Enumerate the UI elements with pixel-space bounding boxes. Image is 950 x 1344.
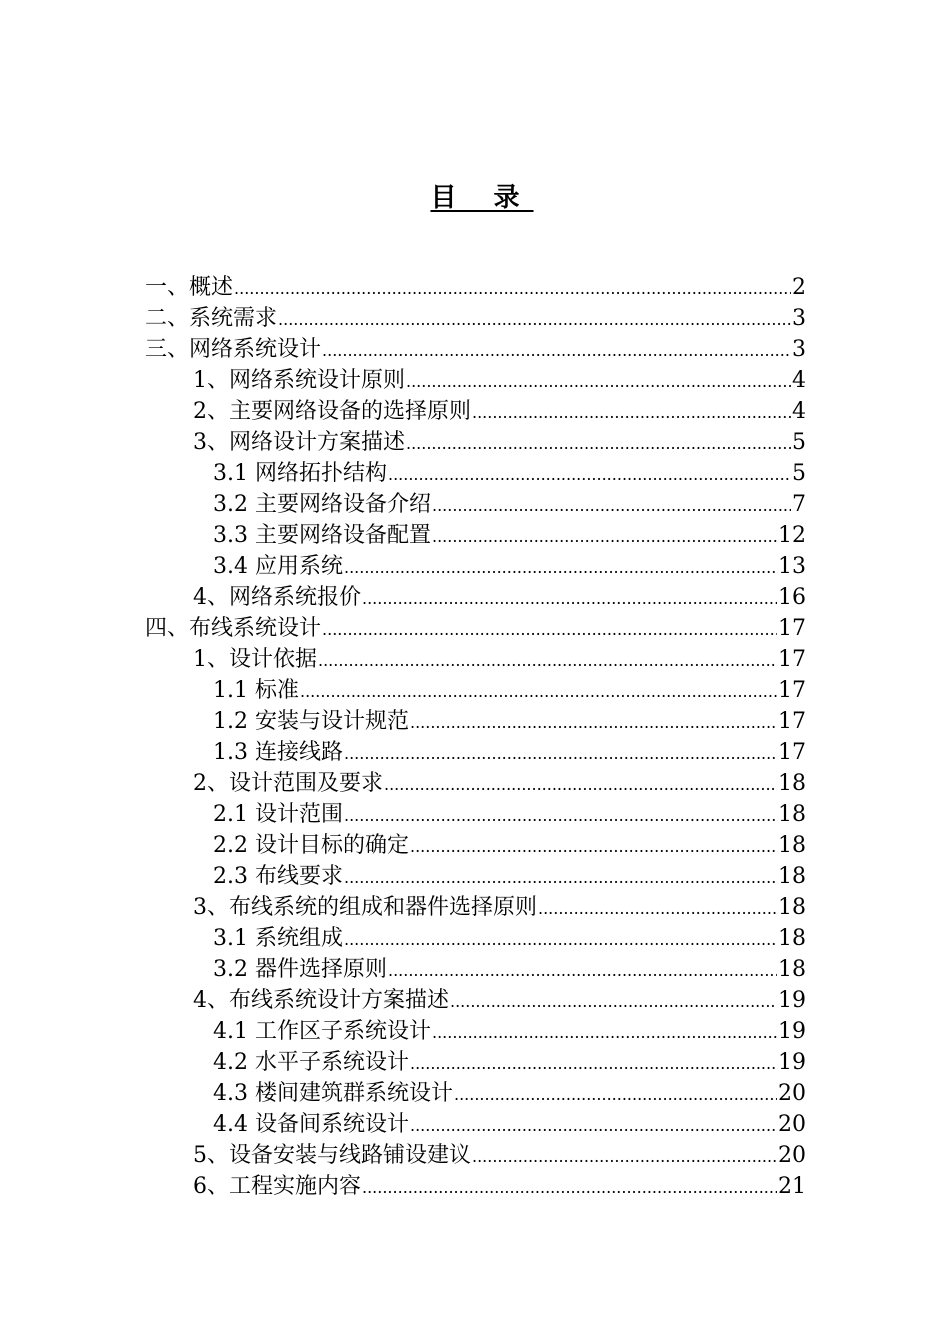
toc-entry-label: 4.1 工作区子系统设计	[213, 1019, 431, 1044]
toc-entry-label: 2.3 布线要求	[213, 864, 343, 889]
toc-page-number: 5	[792, 430, 806, 455]
toc-entry[interactable]	[0, 644, 806, 675]
toc-page-number: 17	[778, 647, 806, 672]
toc-page-number: 18	[778, 864, 806, 889]
toc-entry[interactable]	[0, 520, 806, 551]
toc-dot-leader	[410, 1110, 777, 1141]
toc-dot-leader	[454, 1079, 777, 1110]
toc-dot-leader	[344, 738, 777, 769]
toc-dot-leader	[410, 1048, 777, 1079]
toc-entry-label: 3、布线系统的组成和器件选择原则	[193, 895, 537, 920]
toc-dot-leader	[432, 1017, 777, 1048]
toc-dot-leader	[300, 676, 777, 707]
toc-page-number: 18	[778, 957, 806, 982]
toc-page-number: 5	[792, 461, 806, 486]
toc-dot-leader	[278, 304, 791, 335]
toc-entry-label: 4.4 设备间系统设计	[213, 1112, 409, 1137]
toc-entry[interactable]	[0, 582, 806, 613]
toc-entry[interactable]	[0, 706, 806, 737]
toc-page-number: 4	[792, 368, 806, 393]
toc-page-number: 19	[778, 1050, 806, 1075]
toc-entry-label: 1、网络系统设计原则	[193, 368, 405, 393]
toc-title-text: 目 录	[430, 183, 534, 213]
toc-entry[interactable]	[0, 799, 806, 830]
toc-dot-leader	[472, 397, 791, 428]
toc-dot-leader	[318, 645, 777, 676]
toc-entry-label: 3.2 主要网络设备介绍	[213, 492, 431, 517]
toc-page-number: 20	[778, 1112, 806, 1137]
toc-dot-leader	[406, 428, 791, 459]
toc-dot-leader	[362, 583, 777, 614]
toc-entry[interactable]	[0, 1109, 806, 1140]
toc-dot-leader	[410, 831, 777, 862]
toc-entry[interactable]	[0, 427, 806, 458]
toc-entry[interactable]	[0, 613, 806, 644]
toc-page-number: 18	[778, 771, 806, 796]
toc-entry[interactable]	[0, 1016, 806, 1047]
toc-dot-leader	[344, 552, 777, 583]
toc-page-number: 17	[778, 616, 806, 641]
toc-page-number: 17	[778, 678, 806, 703]
toc-entry-label: 5、设备安装与线路铺设建议	[193, 1143, 471, 1168]
toc-page-number: 18	[778, 833, 806, 858]
toc-entry[interactable]	[0, 861, 806, 892]
toc-entry-label: 1.2 安装与设计规范	[213, 709, 409, 734]
toc-dot-leader	[472, 1141, 777, 1172]
toc-entry-label: 3.3 主要网络设备配置	[213, 523, 431, 548]
toc-dot-leader	[362, 1172, 777, 1203]
toc-list	[0, 272, 950, 1202]
toc-entry[interactable]	[0, 272, 806, 303]
toc-dot-leader	[432, 521, 777, 552]
toc-entry[interactable]	[0, 458, 806, 489]
toc-page-number: 18	[778, 926, 806, 951]
toc-entry[interactable]	[0, 489, 806, 520]
toc-page-number: 13	[778, 554, 806, 579]
toc-page-number: 18	[778, 802, 806, 827]
toc-page-number: 17	[778, 740, 806, 765]
toc-entry-label: 四、布线系统设计	[145, 616, 322, 641]
toc-entry-label: 2、设计范围及要求	[193, 771, 383, 796]
toc-entry[interactable]	[0, 737, 806, 768]
toc-page-number: 3	[792, 306, 806, 331]
toc-dot-leader	[322, 335, 791, 366]
toc-entry[interactable]	[0, 892, 806, 923]
toc-entry-label: 2.2 设计目标的确定	[213, 833, 409, 858]
toc-dot-leader	[410, 707, 777, 738]
toc-page-number: 4	[792, 399, 806, 424]
toc-entry-label: 4、布线系统设计方案描述	[193, 988, 449, 1013]
toc-entry[interactable]	[0, 1140, 806, 1171]
toc-entry[interactable]	[0, 303, 806, 334]
toc-entry-label: 3.2 器件选择原则	[213, 957, 387, 982]
toc-page-number: 2	[792, 275, 806, 300]
toc-entry-label: 3.1 系统组成	[213, 926, 343, 951]
toc-title	[0, 180, 950, 216]
toc-entry[interactable]	[0, 551, 806, 582]
toc-entry[interactable]	[0, 923, 806, 954]
toc-page-number: 19	[778, 988, 806, 1013]
toc-entry-label: 1.3 连接线路	[213, 740, 343, 765]
toc-entry[interactable]	[0, 396, 806, 427]
toc-page-number: 17	[778, 709, 806, 734]
toc-entry[interactable]	[0, 365, 806, 396]
toc-dot-leader	[388, 955, 777, 986]
toc-dot-leader	[538, 893, 777, 924]
toc-page-number: 3	[792, 337, 806, 362]
toc-entry[interactable]	[0, 1078, 806, 1109]
toc-dot-leader	[384, 769, 777, 800]
toc-page-number: 21	[778, 1174, 806, 1199]
toc-page-number: 7	[792, 492, 806, 517]
toc-entry-label: 4、网络系统报价	[193, 585, 361, 610]
toc-dot-leader	[344, 800, 777, 831]
toc-entry-label: 4.2 水平子系统设计	[213, 1050, 409, 1075]
toc-entry-label: 2.1 设计范围	[213, 802, 343, 827]
toc-entry-label: 6、工程实施内容	[193, 1174, 361, 1199]
toc-dot-leader	[344, 862, 777, 893]
toc-dot-leader	[388, 459, 791, 490]
toc-entry[interactable]	[0, 675, 806, 706]
toc-page-number: 12	[778, 523, 806, 548]
toc-entry-label: 3、网络设计方案描述	[193, 430, 405, 455]
toc-entry[interactable]	[0, 1171, 806, 1202]
toc-page-number: 20	[778, 1081, 806, 1106]
toc-page-number: 16	[778, 585, 806, 610]
toc-entry[interactable]	[0, 985, 806, 1016]
toc-entry-label: 3.1 网络拓扑结构	[213, 461, 387, 486]
toc-dot-leader	[406, 366, 791, 397]
toc-dot-leader	[432, 490, 791, 521]
toc-entry-label: 1、设计依据	[193, 647, 317, 672]
toc-entry-label: 2、主要网络设备的选择原则	[193, 399, 471, 424]
toc-entry-label: 二、系统需求	[145, 306, 278, 331]
toc-entry[interactable]	[0, 768, 806, 799]
toc-page-number: 20	[778, 1143, 806, 1168]
toc-dot-leader	[322, 614, 777, 645]
toc-entry-label: 3.4 应用系统	[213, 554, 343, 579]
toc-entry[interactable]	[0, 954, 806, 985]
toc-entry[interactable]	[0, 334, 806, 365]
toc-entry-label: 一、概述	[145, 275, 234, 300]
toc-entry[interactable]	[0, 830, 806, 861]
toc-dot-leader	[450, 986, 777, 1017]
toc-page-number: 19	[778, 1019, 806, 1044]
toc-entry-label: 三、网络系统设计	[145, 337, 322, 362]
toc-entry-label: 1.1 标准	[213, 678, 299, 703]
toc-entry[interactable]	[0, 1047, 806, 1078]
toc-dot-leader	[234, 273, 791, 304]
toc-page-number: 18	[778, 895, 806, 920]
toc-dot-leader	[344, 924, 777, 955]
toc-entry-label: 4.3 楼间建筑群系统设计	[213, 1081, 453, 1106]
